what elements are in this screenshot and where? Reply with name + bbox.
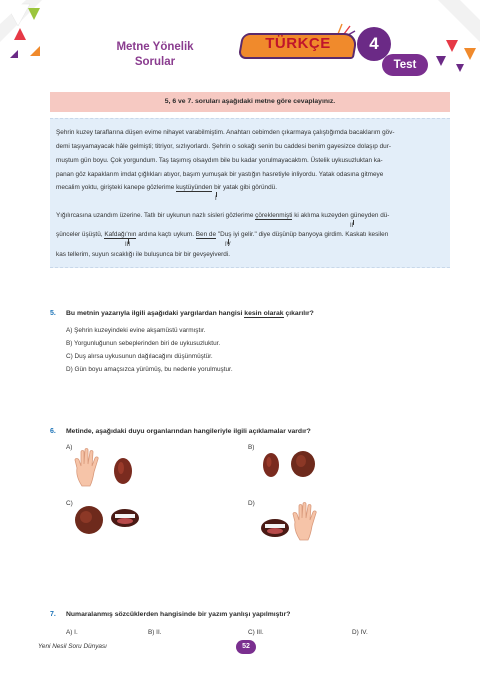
subject-label: TÜRKÇE	[265, 35, 331, 52]
passage-line: kas tellerim, suyun sıcaklığı ile buluşunca bir bir gevşeyiverdi.	[56, 251, 231, 258]
passage-text: mecalim yoktu, girişteki kanepe gözlerime	[56, 184, 177, 191]
passage-line: panan göz kapaklarım imdat çığlıkları atıyor, başım yumuşak bir yastığın hasretiyle inliyordu. Yatak odasına gitmeye	[56, 171, 384, 178]
hand-icon	[72, 446, 108, 488]
passage-text: ki aklıma kuzeyden güneyden dü-	[292, 212, 390, 219]
page-number: 52	[236, 640, 256, 654]
section-title-line1: Metne Yönelik	[116, 41, 194, 53]
question-6-option-b[interactable]: B)	[248, 444, 255, 451]
passage-line: muştum gün boyu. Çok yorgundum. Taş taşımış olsaydım bile bu kadar yorulmayacaktım. Üstelik uykusuzluktan ka-	[56, 157, 383, 164]
passage-text: "Duş iyi gelir." diye düşünüp banyoya girdim. Kaskatı kesilen	[216, 231, 389, 238]
hand-icon	[290, 500, 324, 542]
instruction-bar: 5, 6 ve 7. soruları aşağıdaki metne göre cevaplayınız.	[50, 92, 450, 112]
decorative-triangles-top-left	[0, 0, 60, 72]
question-5-number: 5.	[50, 310, 56, 317]
question-6-number: 6.	[50, 428, 56, 435]
mouth-icon	[110, 508, 140, 528]
numbered-word-I: kuştüyünden	[176, 184, 213, 191]
question-text: çıkarılır?	[283, 310, 314, 317]
question-6-option-c[interactable]: C)	[66, 500, 73, 507]
passage-line	[56, 230, 446, 239]
ear-icon	[74, 505, 104, 535]
numbered-word-II: çöreklenmişti	[255, 212, 293, 219]
question-7-text: Numaralanmış sözcüklerden hangisinde bir yazım yanlışı yapılmıştır?	[66, 611, 291, 618]
passage-text: bir yatak gibi göründü.	[212, 184, 277, 191]
question-5-text	[66, 310, 314, 317]
passage-line	[56, 183, 446, 192]
nose-icon	[262, 452, 280, 478]
question-5-option-c[interactable]: C) Duş alırsa uykusunun dağılacağını düşünmüştür.	[66, 353, 213, 360]
question-7-number: 7.	[50, 611, 56, 618]
passage-text: şünceler üşüştü,	[56, 231, 105, 238]
section-title	[110, 40, 200, 70]
marker-IV: IV	[225, 242, 231, 248]
question-7-option-a[interactable]: A) I.	[66, 629, 78, 636]
question-text: Bu metnin yazarıyla ilgili aşağıdaki yargılardan hangisi	[66, 310, 245, 317]
passage-line	[56, 211, 446, 220]
passage-line: Şehrin kuzey taraflarına düşen evime nihayet varabilmiştim. Anahtarı cebimden çıkarmaya çalıştığımda bacaklarım göv-	[56, 129, 395, 136]
passage-text: ardına kaçtı uykum.	[136, 231, 196, 238]
question-6-option-a[interactable]: A)	[66, 444, 73, 451]
passage-text: Yığılırcasına uzandım üzerine. Tatlı bir uykunun nazlı sisleri gözlerime	[56, 212, 256, 219]
test-label-badge: Test	[382, 54, 428, 76]
test-number-badge: 4	[357, 27, 391, 61]
marker-III: III	[125, 242, 131, 248]
nose-icon	[112, 456, 134, 486]
numbered-word-IV: Ben de	[195, 231, 217, 238]
decorative-triangles-top-right	[420, 0, 480, 80]
question-5-option-d[interactable]: D) Gün boyu amaçsızca yürümüş, bu nedenle yorulmuştur.	[66, 366, 233, 373]
marker-II: II	[350, 223, 354, 229]
question-7-option-b[interactable]: B) II.	[148, 629, 162, 636]
question-5-option-b[interactable]: B) Yorgunluğunun sebeplerinden biri de uykusuzluktur.	[66, 340, 221, 347]
numbered-word-III: Kafdağı'nın	[104, 231, 137, 238]
question-7-option-c[interactable]: C) III.	[248, 629, 264, 636]
publisher-name: Yeni Nesil Soru Dünyası	[38, 643, 107, 650]
question-6-option-d[interactable]: D)	[248, 500, 255, 507]
marker-I: I	[215, 196, 217, 202]
question-5-option-a[interactable]: A) Şehrin kuzeyindeki evine akşamüstü varmıştır.	[66, 327, 206, 334]
question-underlined: kesin olarak	[244, 310, 284, 317]
ear-icon	[290, 450, 316, 478]
question-6-text: Metinde, aşağıdaki duyu organlarından hangileriyle ilgili açıklamalar vardır?	[66, 428, 311, 435]
reading-passage	[50, 118, 450, 268]
section-title-line2: Sorular	[134, 56, 176, 68]
passage-line: demi taşıyamayacak hâle gelmişti; titriyor, sızlıyorlardı. Şehrin o sokağı senin bu caddesi benim gayesizce dolaşıp dur-	[56, 143, 391, 150]
mouth-icon	[260, 518, 290, 538]
question-7-option-d[interactable]: D) IV.	[352, 629, 368, 636]
